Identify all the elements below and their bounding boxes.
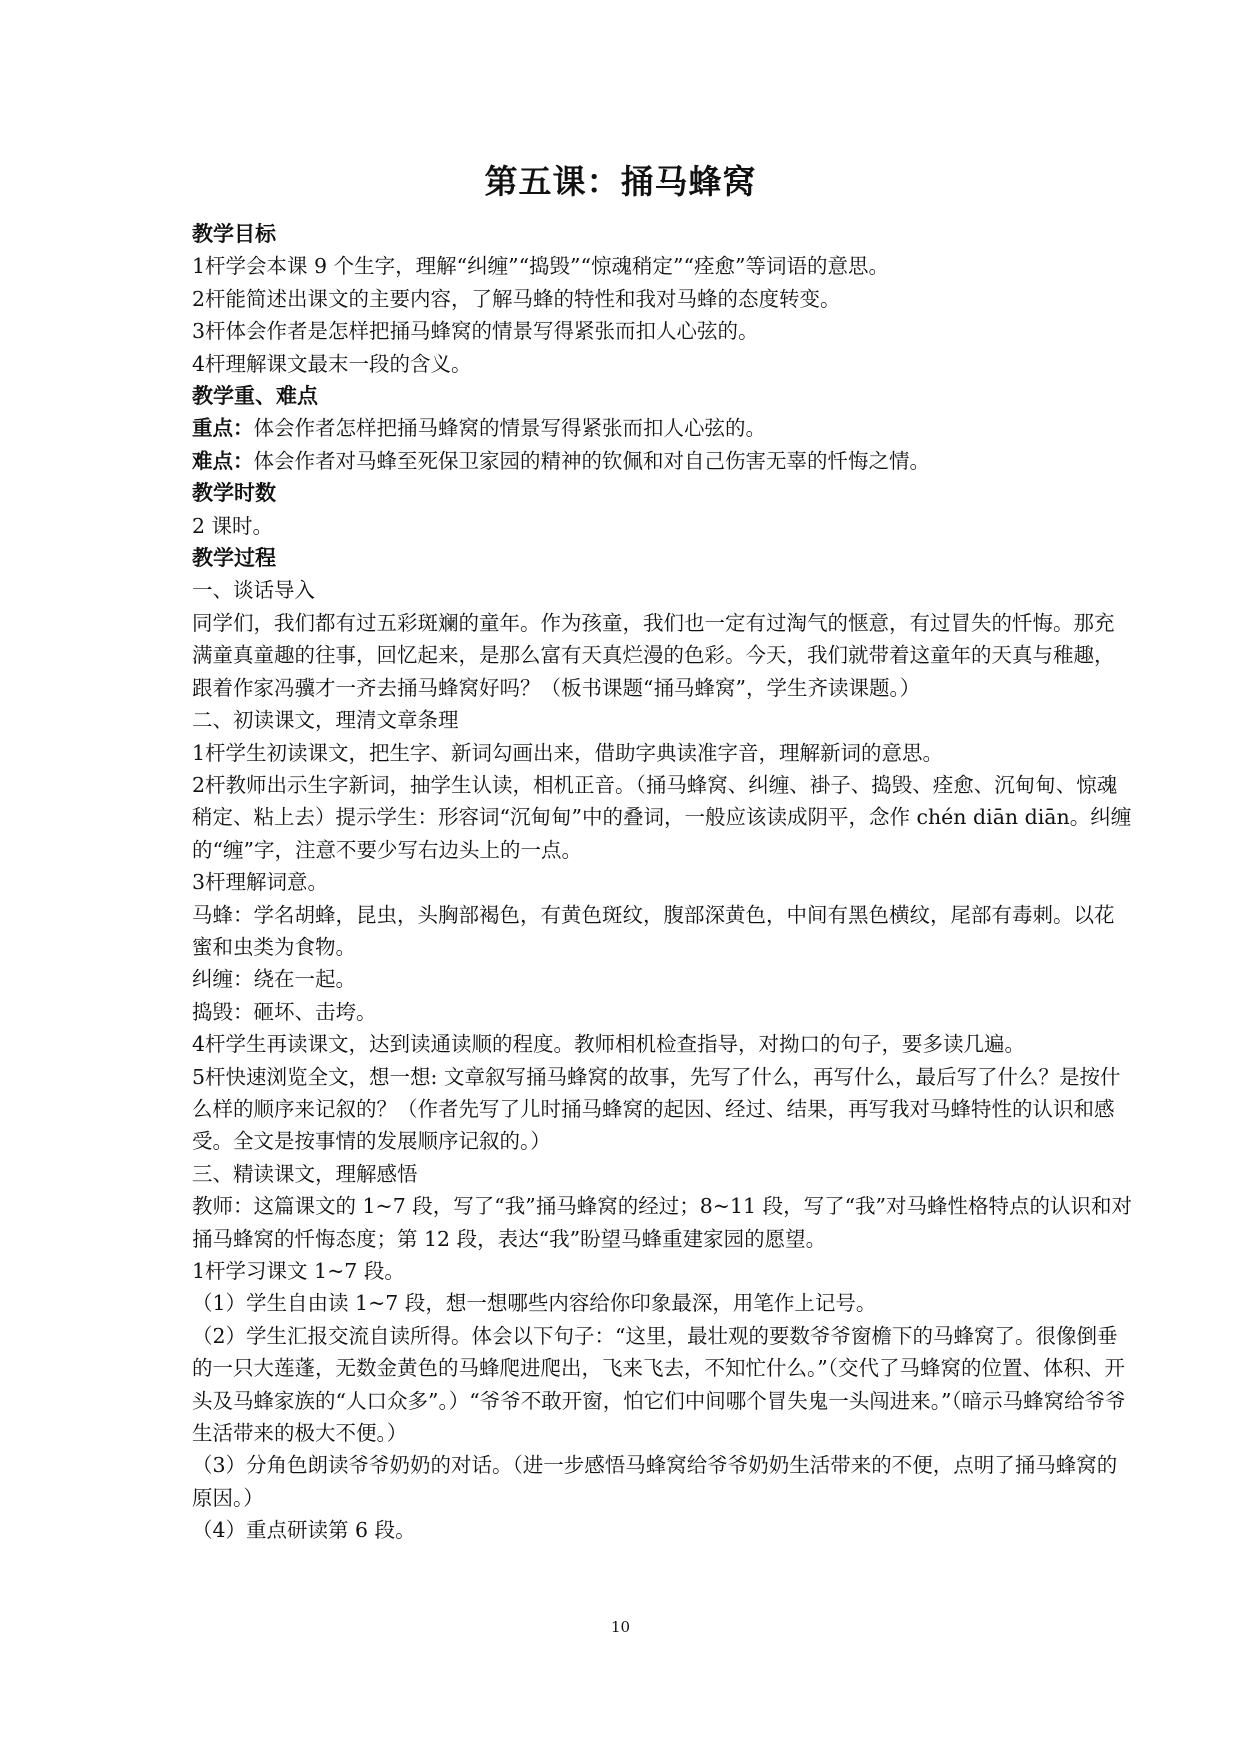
hours-text: 2 课时。 (192, 513, 274, 538)
part2-item: 捣毁：砸坏、击垮。 (192, 999, 377, 1024)
part3-item: 1杆学习课文 1~7 段。 (192, 1259, 405, 1283)
part2-item: 3杆理解词意。 (192, 870, 329, 895)
difficulty-point (192, 445, 1134, 477)
part3-item: （2）学生汇报交流自读所得。体会以下句子：“这里，最壮观的要数爷爷窗檐下的马蜂窝了。很像倒垂的一只大莲蓬，无数金黄色的马蜂爬进爬出，飞来飞去，不知忙什么。”（交代了马蜂窝的位置、体积、开头及马蜂家族的“人口众多”。）“爷爷不敢开窗，怕它们中间哪个冒失鬼一头闯进来。”（暗示马蜂窝给爷爷生活带来的极大不便。） (192, 1323, 1126, 1446)
part2-item: 2杆教师出示生字新词，抽学生认读，相机正音。（捅马蜂窝、纠缠、褂子、捣毁、痊愈、沉甸甸、惊魂稍定、粘上去）提示学生：形容词“沉甸甸”中的叠词，一般应该读成阴平，念作 chén diān diān。纠缠的“缠”字，注意不要少写右边头上的一点。 (192, 772, 1132, 862)
part2-item: 4杆学生再读课文，达到读通读顺的程度。教师相机检查指导，对拗口的句子，要多读几遍。 (192, 1032, 1026, 1057)
document-body (192, 218, 1134, 1547)
objective-item: 1杆学会本课 9 个生字，理解“纠缠”“捣毁”“惊魂稍定”“痊愈”等词语的意思。 (192, 254, 889, 279)
part3-item: （4）重点研读第 6 段。 (192, 1518, 416, 1543)
objective-item: 4杆理解课文最末一段的含义。 (192, 351, 472, 376)
hours-heading: 教学时数 (192, 481, 276, 506)
objective-item: 2杆能简述出课文的主要内容，了解马蜂的特性和我对马蜂的态度转变。 (192, 286, 841, 311)
part2-heading: 二、初读课文，理清文章条理 (192, 708, 459, 733)
key-point (192, 412, 1134, 444)
difficulty-label: 难点： (192, 448, 254, 473)
part2-item: 纠缠：绕在一起。 (192, 967, 356, 992)
objectives-heading: 教学目标 (192, 222, 276, 246)
part2-item: 马蜂：学名胡蜂，昆虫，头胸部褐色，有黄色斑纹，腹部深黄色，中间有黑色横纹，尾部有毒刺。以花蜜和虫类为食物。 (192, 902, 1115, 959)
page-number: 10 (610, 1618, 631, 1636)
part1-paragraph: 同学们，我们都有过五彩斑斓的童年。作为孩童，我们也一定有过淘气的惬意，有过冒失的忏悔。那充满童真童趣的往事，回忆起来，是那么富有天真烂漫的色彩。今天，我们就带着这童年的天真与稚趣，跟着作家冯骥才一齐去捅马蜂窝好吗？（板书课题“捅马蜂窝”，学生齐读课题。） (192, 610, 1115, 700)
process-heading: 教学过程 (192, 546, 276, 571)
difficulty-text: 体会作者对马蜂至死保卫家园的精神的钦佩和对自己伤害无辜的忏悔之情。 (253, 448, 930, 473)
key-text: 体会作者怎样把捅马蜂窝的情景写得紧张而扣人心弦的。 (253, 416, 766, 441)
part3-item: （1）学生自由读 1~7 段，想一想哪些内容给你印象最深，用笔作上记号。 (192, 1291, 877, 1316)
part3-item: （3）分角色朗读爷爷奶奶的对话。（进一步感悟马蜂窝给爷爷奶奶生活带来的不便，点明了捅马蜂窝的原因。） (192, 1453, 1118, 1510)
key-label: 重点： (192, 416, 254, 441)
part2-item: 1杆学生初读课文，把生字、新词勾画出来，借助字典读准字音，理解新词的意思。 (192, 740, 944, 765)
part3-heading: 三、精读课文，理解感悟 (192, 1161, 418, 1186)
page-title: 第五课：捅马蜂窝 (484, 162, 757, 201)
part3-item: 教师：这篇课文的 1~7 段，写了“我”捅马蜂窝的经过；8~11 段，写了“我”对马蜂性格特点的认识和对捅马蜂窝的忏悔态度；第 12 段，表达“我”盼望马蜂重建家园的愿望。 (192, 1194, 1133, 1251)
objective-item: 3杆体会作者是怎样把捅马蜂窝的情景写得紧张而扣人心弦的。 (192, 319, 759, 344)
part2-item: 5杆快速浏览全文，想一想: 文章叙写捅马蜂窝的故事，先写了什么，再写什么，最后写了什么？是按什么样的顺序来记叙的？（作者先写了儿时捅马蜂窝的起因、经过、结果，再写我对马蜂特性的认识和感受。全文是按事情的发展顺序记叙的。） (192, 1064, 1121, 1154)
key-points-heading: 教学重、难点 (192, 384, 318, 409)
part1-heading: 一、谈话导入 (192, 578, 315, 603)
